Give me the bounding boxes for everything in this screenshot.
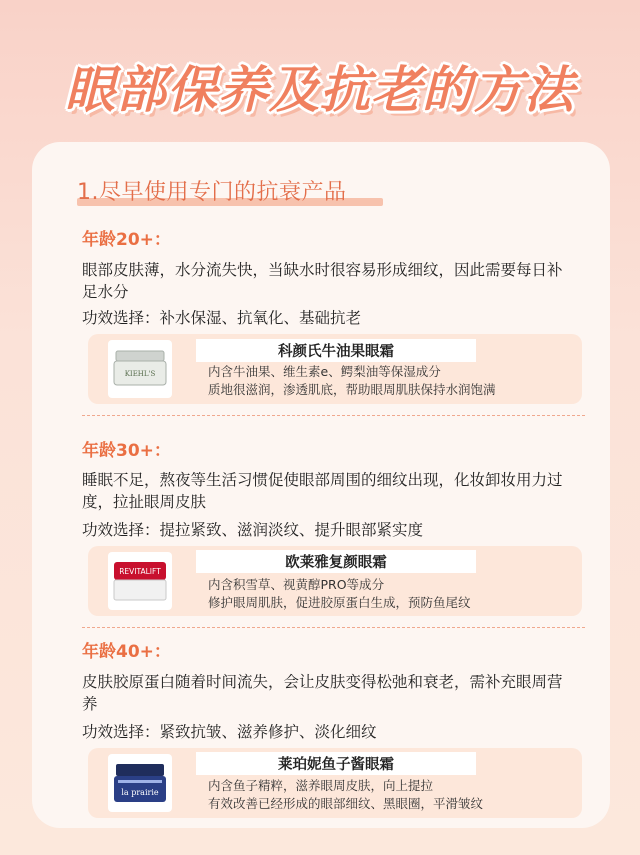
age-effect-30: 功效选择：提拉紧致、滋润淡纹、提升眼部紧实度 [82,521,424,539]
kiehls-jar-image [108,340,172,398]
age-effect-40: 功效选择：紧致抗皱、滋养修护、淡化细纹 [82,723,377,741]
loreal-jar-label: REVITALIFT [119,567,161,576]
product-desc-kiehls-2: 质地很滋润，渗透肌底，帮助眼周肌肤保持水润饱满 [208,382,496,397]
divider [82,627,585,628]
product-name-laprairie: 莱珀妮鱼子酱眼霜 [196,752,476,775]
age-text-30: 睡眠不足，熬夜等生活习惯促使眼部周围的细纹出现，化妆卸妆用力过度，拉扯眼周皮肤 [82,471,563,511]
product-desc-laprairie-1: 内含鱼子精粹，滋养眼周皮肤，向上提拉 [208,778,434,793]
age-text-20: 眼部皮肤薄，水分流失快，当缺水时很容易形成细纹，因此需要每日补足水分 [82,261,563,301]
product-name-kiehls: 科颜氏牛油果眼霜 [196,339,476,362]
age-effect-20: 功效选择：补水保湿、抗氧化、基础抗老 [82,309,362,327]
laprairie-jar-image [108,754,172,812]
divider [82,415,585,416]
age-title-30: 年龄30+： [82,441,171,461]
product-name-loreal: 欧莱雅复颜眼霜 [196,550,476,573]
product-desc-kiehls-1: 内含牛油果、维生素e、鳄梨油等保湿成分 [208,364,441,379]
age-title-40: 年龄40+： [82,642,171,662]
section-heading: 1.尽早使用专门的抗衰产品 [77,180,347,205]
product-desc-loreal-1: 内含积雪草、视黄醇PRO等成分 [208,577,385,592]
product-desc-laprairie-2: 有效改善已经形成的眼部细纹、黑眼圈，平滑皱纹 [208,796,484,811]
laprairie-jar-label: la prairie [121,788,159,797]
page-title: 眼部保养及抗老的方法 [65,61,575,119]
age-title-20: 年龄20+： [82,230,171,250]
kiehls-jar-label: KIEHL'S [124,370,156,378]
loreal-jar-image [108,552,172,610]
product-desc-loreal-2: 修护眼周肌肤，促进胶原蛋白生成，预防鱼尾纹 [208,595,471,610]
age-text-40: 皮肤胶原蛋白随着时间流失，会让皮肤变得松弛和衰老，需补充眼周营养 [82,673,563,713]
